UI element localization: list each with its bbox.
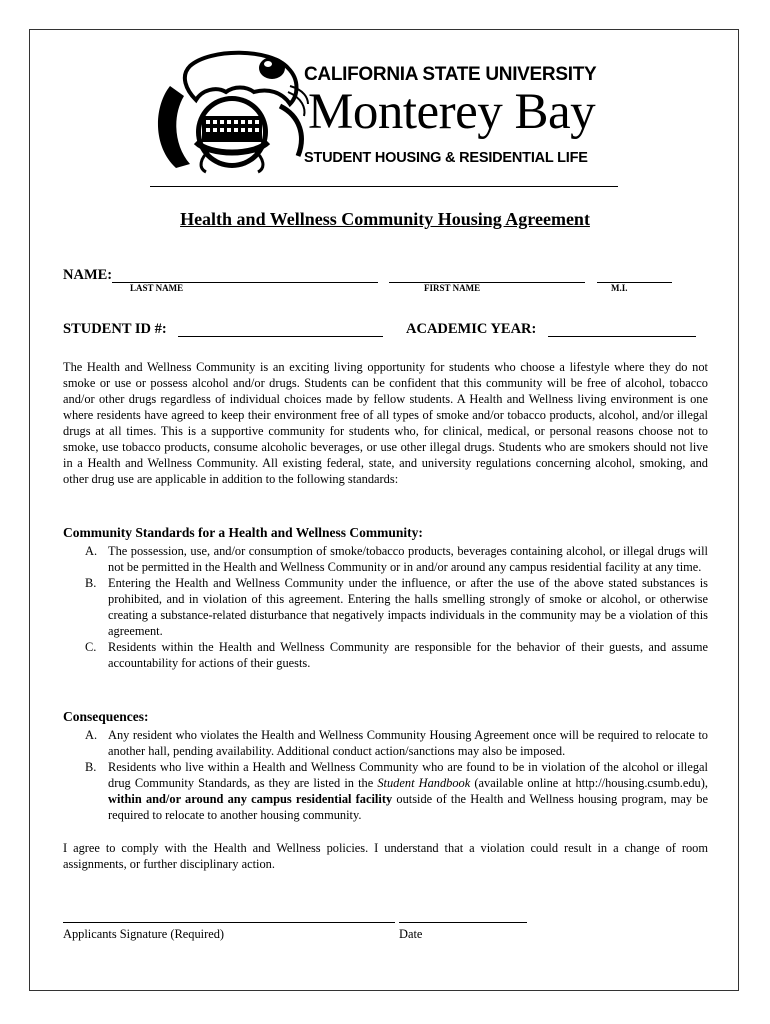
list-item-text: (available online at http://housing.csumb.edu), — [470, 776, 708, 790]
logo-campus: Monterey Bay — [308, 84, 596, 140]
student-id-field[interactable] — [178, 336, 383, 337]
document-title: Health and Wellness Community Housing Agreement — [180, 209, 590, 229]
first-name-caption: FIRST NAME — [424, 283, 481, 293]
academic-year-field[interactable] — [548, 336, 696, 337]
list-marker: B. — [85, 760, 97, 774]
header-divider — [150, 186, 618, 187]
consequences-heading: Consequences: — [63, 709, 149, 724]
list-item — [63, 759, 708, 823]
standards-heading: Community Standards for a Health and Wellness Community: — [63, 525, 423, 540]
otter-mascot-icon — [150, 46, 310, 181]
date-field[interactable] — [399, 922, 527, 923]
list-item-text: Any resident who violates the Health and Wellness Community Housing Agreement once will be required to relocate to another hall, pending availability. Additional conduct action/sanctions may also be imposed. — [108, 728, 708, 758]
middle-initial-field[interactable] — [597, 282, 672, 283]
mi-caption: M.I. — [611, 283, 628, 293]
first-name-field[interactable] — [389, 282, 585, 283]
list-item-text: outside of the Health and Wellness housing program, may be required to relocate to another housing community. — [108, 792, 708, 822]
signature-label: Applicants Signature (Required) — [63, 927, 225, 941]
list-marker: A. — [85, 544, 98, 558]
logo-department: STUDENT HOUSING & RESIDENTIAL LIFE — [304, 150, 588, 166]
list-item — [63, 639, 708, 671]
date-label: Date — [399, 927, 423, 941]
list-marker: C. — [85, 640, 97, 654]
academic-year-label: ACADEMIC YEAR: — [406, 321, 537, 337]
list-item-text: The possession, use, and/or consumption of smoke/tobacco products, beverages containing alcohol, or illegal drugs will not be permitted in the Health and Wellness Community or in and/or around any campus residential facility at any time. — [108, 544, 708, 574]
consequences-list — [63, 727, 708, 823]
logo-university: CALIFORNIA STATE UNIVERSITY — [304, 64, 597, 85]
signature-field[interactable] — [63, 922, 395, 923]
csumb-logo — [150, 46, 620, 181]
student-id-label: STUDENT ID #: — [63, 321, 167, 337]
list-item-text: Residents within the Health and Wellness Community are responsible for the behavior of their guests, and assume accountability for actions of their guests. — [108, 640, 708, 670]
list-item — [63, 727, 708, 759]
standards-list — [63, 543, 708, 671]
student-handbook-title: Student Handbook — [377, 776, 471, 790]
list-marker: A. — [85, 728, 98, 742]
last-name-caption: LAST NAME — [130, 283, 184, 293]
name-label: NAME: — [63, 267, 113, 283]
list-item — [63, 543, 708, 575]
emphasis-text: within and/or around any campus residential facility — [108, 792, 393, 806]
intro-paragraph: The Health and Wellness Community is an exciting living opportunity for students who choose a lifestyle where they do not smoke or use or possess alcohol and/or drugs. Students can be confident that this community will be free of alcohol, tobacco and/or other drugs regardless of individual choices made by fellow students. A Health and Wellness living environment is one where residents have agreed to keep their environment free of all types of smoke and/or tobacco products, alcohol, and/or illegal drugs at all times. This is a supportive community for students who, for clinical, medical, or personal reasons choose not to smoke, use tobacco products, consume alcoholic beverages, or use other illegal drugs. Students who are smokers should not live in a Health and Wellness Community. All existing federal, state, and university regulations concerning alcohol, smoking, and other drug use are applicable in addition to the following standards: — [63, 360, 708, 486]
list-item-text: Residents who live within a Health and Wellness Community who are found to be in violation of the alcohol or illegal drug Community Standards, as they are listed in the — [108, 760, 708, 790]
list-marker: B. — [85, 576, 97, 590]
agreement-paragraph: I agree to comply with the Health and Wellness policies. I understand that a violation could result in a change of room assignments, or further disciplinary action. — [63, 841, 708, 871]
list-item — [63, 575, 708, 639]
list-item-text: Entering the Health and Wellness Community under the influence, or after the use of the above stated substances is prohibited, and in violation of this agreement. Entering the halls smelling strongly of smoke or alcohol, or otherwise creating a substance-related disturbance that negatively impacts individuals in the community may be a violation of this agreement. — [108, 576, 708, 638]
